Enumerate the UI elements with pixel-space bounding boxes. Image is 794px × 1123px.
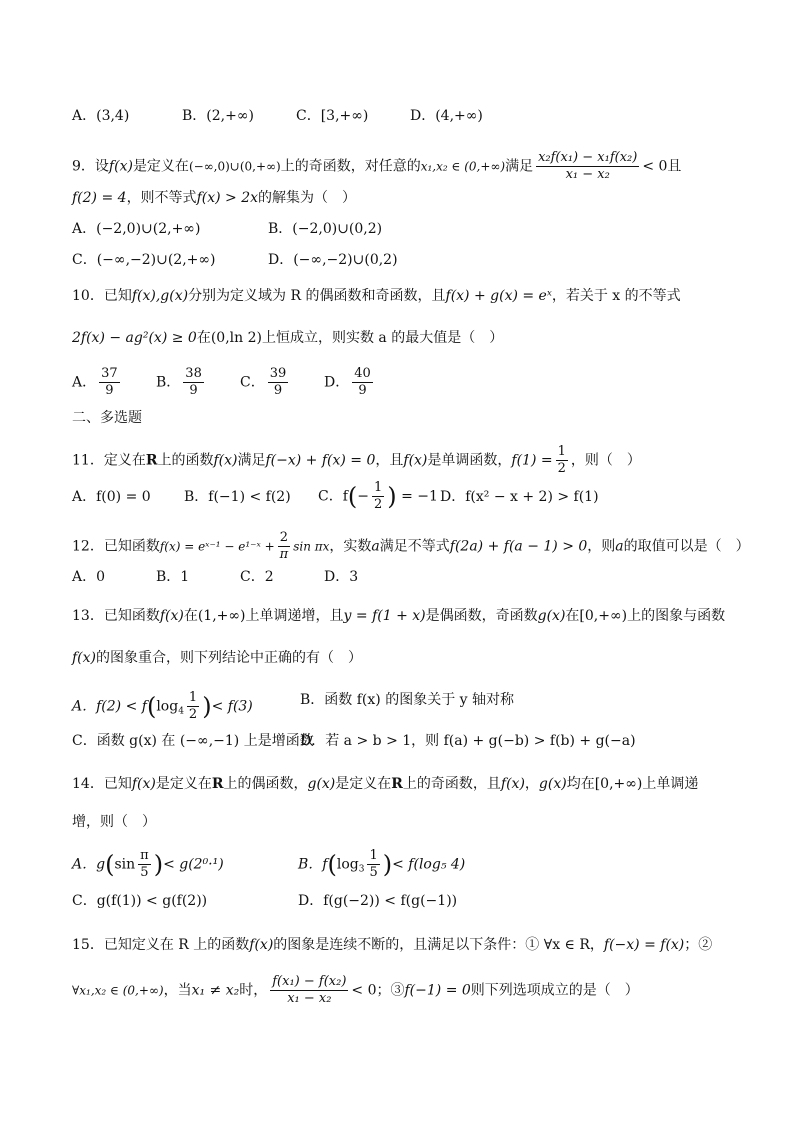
stem-text: 上单调递 bbox=[642, 776, 699, 792]
stem-text: 上的偶函数， bbox=[223, 776, 308, 792]
stem-text: 已知 bbox=[103, 288, 132, 304]
fraction-denominator: 9 bbox=[358, 383, 367, 398]
question-number: 13． bbox=[72, 608, 104, 624]
stem-text: 增，则（ ） bbox=[72, 814, 156, 830]
question-number: 14． bbox=[72, 776, 104, 792]
stem-text: 的图象重合，则下列结论中正确的有（ ） bbox=[96, 650, 363, 666]
option-label: C． bbox=[240, 374, 265, 391]
math-expr: sin πx bbox=[293, 539, 330, 554]
math-expr: ∀x₁,x₂ ∈ (0,+∞) bbox=[72, 983, 164, 998]
q13-stem-line1 bbox=[72, 606, 725, 626]
stem-text: 已知 bbox=[103, 776, 132, 792]
option-text: C．f bbox=[318, 488, 348, 505]
q8-option-a: A．(3,4) bbox=[72, 108, 130, 124]
math-expr: g(x) bbox=[537, 608, 566, 624]
fraction bbox=[270, 974, 348, 1007]
math-expr: [0,+∞) bbox=[579, 608, 628, 624]
question-number: 9． bbox=[72, 158, 95, 175]
math-expr: (−∞,0)∪(0,+∞) bbox=[188, 159, 281, 174]
fraction bbox=[536, 150, 639, 183]
fraction bbox=[268, 366, 289, 399]
math-expr: R bbox=[211, 776, 224, 792]
math-expr: 2f(x) − ag²(x) ≥ 0 bbox=[72, 330, 197, 346]
question-number: 11． bbox=[72, 452, 104, 469]
q14-stem-line1 bbox=[72, 774, 698, 794]
q9-option-d: D．(−∞,−2)∪(0,2) bbox=[268, 252, 398, 268]
stem-text: 是定义在 bbox=[132, 158, 189, 175]
paren: ( bbox=[347, 482, 358, 511]
q11-option-d: D．f(x² − x + 2) > f(1) bbox=[440, 489, 599, 505]
math-expr: f(x) bbox=[500, 776, 525, 792]
q12-stem bbox=[72, 530, 750, 563]
math-expr: f(x) bbox=[131, 776, 156, 792]
stem-text: 均在 bbox=[566, 776, 595, 792]
fraction-numerator: 1 bbox=[557, 444, 566, 459]
math-expr: f(x) bbox=[159, 608, 184, 624]
fraction-denominator: 2 bbox=[374, 497, 383, 512]
math-expr: (1,+∞) bbox=[197, 608, 246, 624]
fraction bbox=[183, 366, 204, 399]
math-expr: R bbox=[391, 776, 403, 792]
option-text: = −1 bbox=[401, 488, 438, 505]
stem-text: 已知定义在 R 上的函数 bbox=[103, 937, 250, 953]
option-text: < f(3) bbox=[211, 698, 253, 715]
math-expr: log bbox=[336, 856, 359, 873]
paren: ( bbox=[146, 692, 157, 721]
math-expr: f(x) > 2x bbox=[196, 190, 258, 206]
math-expr: f(x) = eˣ⁻¹ − e¹⁻ˣ + bbox=[159, 539, 275, 554]
fraction-numerator: 1 bbox=[374, 480, 383, 495]
stem-text: 是单调函数， bbox=[427, 452, 512, 469]
paren: ( bbox=[105, 850, 115, 879]
fraction bbox=[138, 848, 151, 881]
math-expr: log bbox=[156, 698, 179, 715]
q14-option-d: D．f(g(−2)) < f(g(−1)) bbox=[298, 893, 458, 909]
q10-option-b bbox=[156, 366, 207, 399]
q11-option-b: B．f(−1) < f(2) bbox=[184, 489, 291, 505]
q10-option-a bbox=[72, 366, 123, 399]
stem-text: 上恒成立，则实数 a 的最大值是（ ） bbox=[261, 330, 504, 346]
option-label: A． bbox=[72, 374, 97, 391]
stem-text: ；③ bbox=[376, 982, 405, 999]
stem-text: 在 bbox=[183, 608, 198, 624]
stem-text: 且 bbox=[667, 158, 682, 175]
math-expr: (0,ln 2) bbox=[210, 330, 262, 346]
stem-text: ，则不等式 bbox=[126, 190, 197, 206]
q12-option-a: A．0 bbox=[72, 569, 106, 585]
fraction-numerator: π bbox=[140, 848, 149, 863]
fraction-denominator: x₁ − x₂ bbox=[565, 167, 610, 182]
math-expr: a bbox=[371, 538, 380, 555]
stem-text: 定义在 bbox=[103, 452, 146, 469]
q12-option-b: B．1 bbox=[156, 569, 190, 585]
fraction bbox=[187, 690, 199, 723]
fraction-denominator: x₁ − x₂ bbox=[287, 991, 332, 1006]
paren: ) bbox=[153, 850, 164, 879]
stem-text: 满足不等式 bbox=[379, 538, 450, 555]
fraction-denominator: 2 bbox=[557, 461, 566, 476]
q11-option-c: C．f(− $\frac{1}{2}$ ) = −1 bbox=[318, 480, 438, 512]
q14-option-a bbox=[72, 848, 224, 881]
stem-text: ，且 bbox=[375, 452, 404, 469]
math-expr: f(2) = 4 bbox=[72, 190, 127, 206]
fraction bbox=[99, 366, 120, 399]
stem-text: 是偶函数，奇函数 bbox=[425, 608, 538, 624]
math-expr: a bbox=[615, 538, 624, 555]
math-expr: 3 bbox=[358, 864, 365, 875]
fraction-denominator: 9 bbox=[189, 383, 198, 398]
fraction-numerator: 1 bbox=[188, 690, 198, 705]
fraction-numerator: 37 bbox=[101, 366, 118, 381]
question-number: 12． bbox=[72, 538, 104, 555]
fraction-numerator: 2 bbox=[278, 530, 291, 547]
fraction bbox=[278, 530, 291, 563]
math-expr: f(x) bbox=[108, 158, 133, 175]
stem-text: 上的图象与函数 bbox=[627, 608, 726, 624]
math-expr: f(2a) + f(a − 1) > 0 bbox=[449, 538, 588, 555]
stem-text: 的图象是连续不断的，且满足以下条件：① ∀x ∈ R， bbox=[273, 937, 604, 953]
fraction-denominator: 5 bbox=[140, 865, 149, 880]
q11-option-a: A．f(0) = 0 bbox=[72, 489, 151, 505]
option-text: A．g bbox=[72, 856, 106, 873]
stem-text: 的解集为（ ） bbox=[258, 190, 356, 206]
q9-option-b: B．(−2,0)∪(0,2) bbox=[268, 221, 383, 237]
fraction-denominator: π bbox=[279, 547, 289, 562]
paren: ) bbox=[202, 692, 212, 721]
math-expr: f(−x) = f(x) bbox=[603, 937, 685, 953]
stem-text: 上的函数 bbox=[157, 452, 214, 469]
q14-option-b bbox=[298, 848, 465, 881]
fraction-numerator: 38 bbox=[185, 366, 202, 381]
math-expr: f(−1) = 0 bbox=[404, 982, 471, 999]
section-heading: 二、多选题 bbox=[72, 410, 142, 426]
math-expr: f(x) bbox=[72, 650, 97, 666]
math-expr: f(x) bbox=[249, 937, 274, 953]
q10-stem-line1 bbox=[72, 286, 681, 306]
math-expr: f(x) bbox=[213, 452, 238, 469]
paren: ) bbox=[387, 482, 397, 511]
math-expr: f(−x) + f(x) = 0 bbox=[265, 452, 376, 469]
math-expr: g(x) bbox=[538, 776, 567, 792]
math-expr: f(1) = bbox=[511, 452, 553, 469]
fraction bbox=[372, 480, 384, 513]
fraction-numerator: x₂f(x₁) − x₁f(x₂) bbox=[538, 150, 638, 165]
stem-text: 分别为定义域为 R 的偶函数和奇函数，且 bbox=[188, 288, 446, 304]
stem-text: 时， bbox=[239, 982, 268, 999]
stem-text: ；② bbox=[684, 937, 713, 953]
stem-text: ，当 bbox=[163, 982, 192, 999]
q13-stem-line2 bbox=[72, 648, 362, 668]
stem-text: 则下列选项成立的是（ ） bbox=[470, 982, 639, 999]
math-expr: y = f(1 + x) bbox=[343, 608, 426, 624]
stem-text: 上的奇函数，且 bbox=[402, 776, 501, 792]
option-text: B．f bbox=[298, 856, 328, 873]
math-expr: 4 bbox=[178, 706, 184, 717]
q13-option-d: D．若 a > b > 1，则 f(a) + g(−b) > f(b) + g(−a) bbox=[300, 733, 636, 749]
option-label: B． bbox=[156, 374, 181, 391]
q8-option-c: C．[3,+∞) bbox=[296, 108, 369, 124]
fraction bbox=[556, 444, 568, 477]
fraction-denominator: 5 bbox=[369, 865, 378, 880]
q14-option-c: C．g(f(1)) < g(f(2)) bbox=[72, 893, 208, 909]
math-expr: x₁ ≠ x₂ bbox=[191, 982, 240, 999]
stem-text: 已知函数 bbox=[103, 608, 160, 624]
q10-option-c bbox=[240, 366, 291, 399]
stem-text: 是定义在 bbox=[335, 776, 392, 792]
paren: ) bbox=[382, 850, 393, 879]
option-label: D． bbox=[324, 374, 350, 391]
q13-option-b: B．函数 f(x) 的图象关于 y 轴对称 bbox=[300, 692, 514, 708]
stem-text: 上的奇函数，对任意的 bbox=[280, 158, 421, 175]
q14-stem-line2 bbox=[72, 812, 156, 832]
math-expr: f(x) bbox=[403, 452, 428, 469]
question-number: 10． bbox=[72, 288, 104, 304]
q13-option-a bbox=[72, 690, 253, 723]
math-expr: [0,+∞) bbox=[594, 776, 643, 792]
stem-text: 是定义在 bbox=[155, 776, 212, 792]
q9-option-a: A．(−2,0)∪(2,+∞) bbox=[72, 221, 201, 237]
fraction bbox=[352, 366, 373, 399]
stem-text: 满足 bbox=[505, 158, 534, 175]
q13-option-c: C．函数 g(x) 在 (−∞,−1) 上是增函数 bbox=[72, 733, 314, 749]
q8-option-b: B．(2,+∞) bbox=[182, 108, 254, 124]
math-expr: f(x),g(x) bbox=[131, 288, 189, 304]
q10-stem-line2 bbox=[72, 328, 503, 348]
math-expr: f(x) + g(x) = eˣ bbox=[445, 288, 552, 304]
fraction-denominator: 9 bbox=[105, 383, 114, 398]
fraction-denominator: 9 bbox=[273, 383, 283, 398]
paren: ( bbox=[327, 850, 337, 879]
stem-text: 的取值可以是（ ） bbox=[623, 538, 750, 555]
stem-text: ，若关于 x 的不等式 bbox=[551, 288, 681, 304]
q15-stem-line1 bbox=[72, 935, 712, 955]
math-expr: R bbox=[145, 452, 158, 469]
q15-stem-line2 bbox=[72, 974, 639, 1007]
math-expr: x₁,x₂ ∈ (0,+∞) bbox=[420, 159, 506, 174]
stem-text: ，则（ ） bbox=[570, 452, 641, 469]
fraction-denominator: 2 bbox=[188, 707, 198, 722]
stem-text: 在 bbox=[196, 330, 211, 346]
stem-text: 满足 bbox=[237, 452, 266, 469]
option-text: < g(2⁰·¹) bbox=[163, 856, 224, 873]
math-expr: < 0 bbox=[642, 158, 668, 175]
stem-text: ，则 bbox=[587, 538, 616, 555]
fraction-numerator: 39 bbox=[269, 366, 287, 381]
q9-stem-line2 bbox=[72, 188, 356, 208]
stem-text: ， bbox=[524, 776, 539, 792]
q12-option-c: C．2 bbox=[240, 569, 274, 585]
option-text: A．f(2) < f bbox=[72, 698, 147, 715]
fraction-numerator: 40 bbox=[354, 366, 371, 381]
fraction-numerator: 1 bbox=[369, 848, 378, 863]
fraction bbox=[367, 848, 379, 881]
question-number: 15． bbox=[72, 937, 104, 953]
math-expr: sin bbox=[114, 856, 136, 873]
stem-text: 设 bbox=[94, 158, 109, 175]
option-text: < f(log₅ 4) bbox=[392, 856, 466, 873]
math-expr: < 0 bbox=[351, 982, 377, 999]
q10-option-d bbox=[324, 366, 376, 399]
q9-stem-line1 bbox=[72, 150, 681, 183]
stem-text: 在 bbox=[565, 608, 580, 624]
stem-text: 上单调递增，且 bbox=[245, 608, 344, 624]
q11-stem bbox=[72, 444, 641, 477]
q9-option-c: C．(−∞,−2)∪(2,+∞) bbox=[72, 252, 216, 268]
fraction-numerator: f(x₁) − f(x₂) bbox=[272, 974, 347, 989]
q12-option-d: D．3 bbox=[324, 569, 359, 585]
stem-text: ，实数 bbox=[329, 538, 372, 555]
stem-text: 已知函数 bbox=[103, 538, 160, 555]
q8-option-d: D．(4,+∞) bbox=[410, 108, 483, 124]
math-expr: g(x) bbox=[307, 776, 336, 792]
